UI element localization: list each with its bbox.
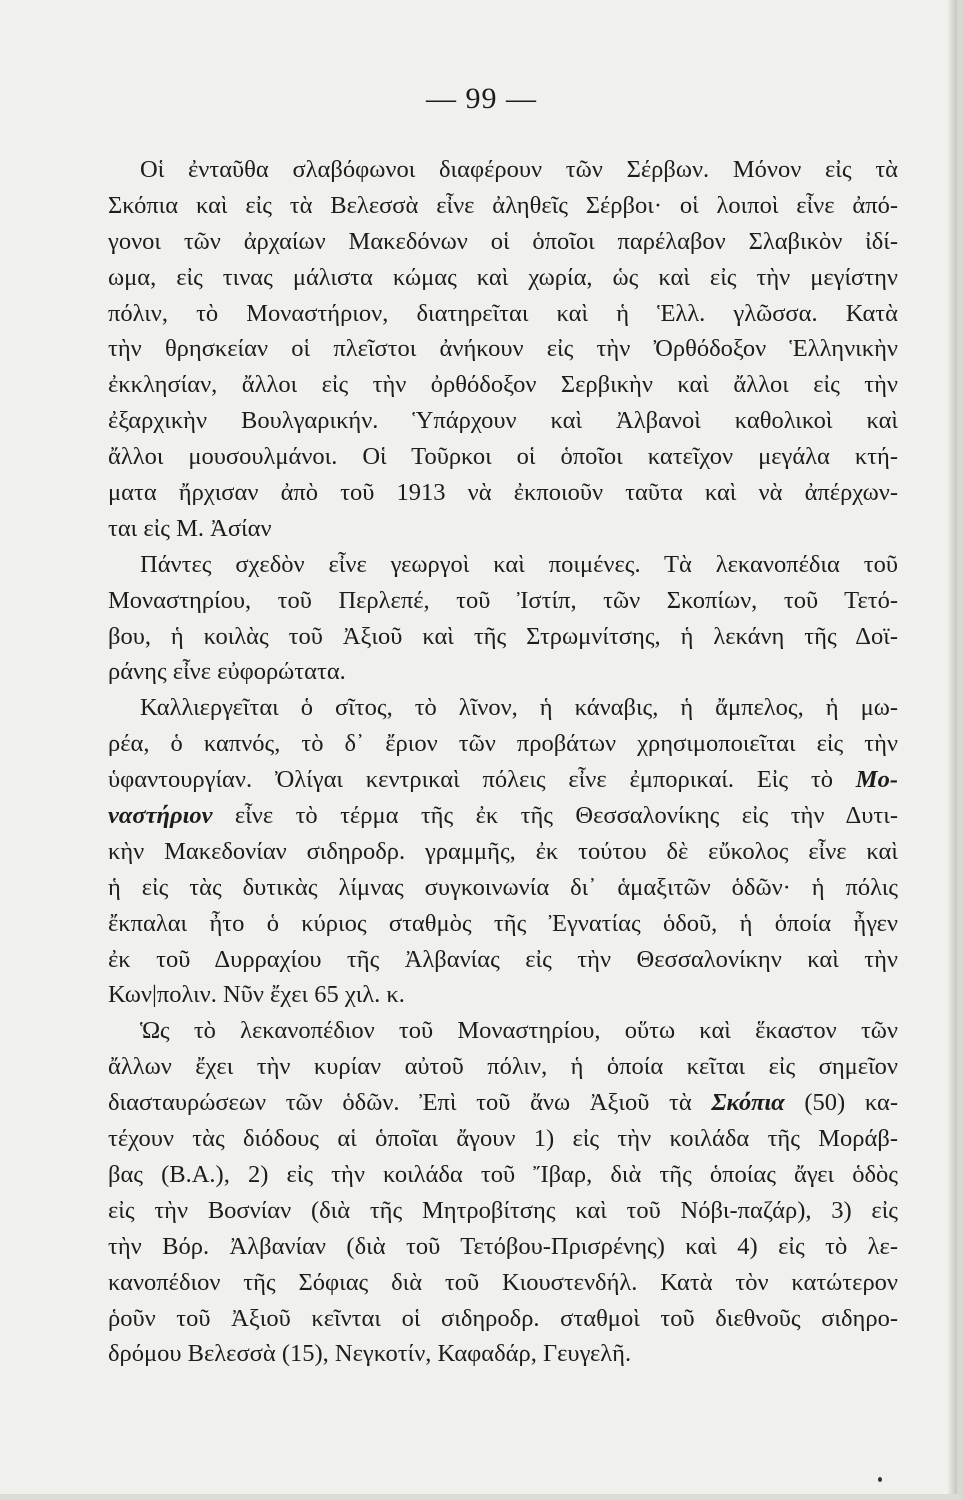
text-line: Μοναστηρίου, τοῦ Περλεπέ, τοῦ Ἰστίπ, τῶν Σκοπίων, τοῦ Τετό- [108,586,898,614]
text-line: ῥοῦν τοῦ Ἀξιοῦ κεῖνται οἱ σιδηροδρ. σταθμοὶ τοῦ διεθνοῦς σιδηρο- [108,1304,898,1332]
text-line: ὑφαντουργίαν. Ὀλίγαι κεντρικαὶ πόλεις εἶνε ἐμπορικαί. Εἰς τὸ Μο- [108,766,898,794]
page-edge-shadow [947,0,957,1500]
text-line: ωμα, εἰς τινας μάλιστα κώμας καὶ χωρία, ὡς καὶ εἰς τὴν μεγίστην [108,263,898,291]
text-line: Οἱ ἐνταῦθα σλαβόφωνοι διαφέρουν τῶν Σέρβων. Μόνον εἰς τὰ [140,156,898,183]
text-line: γονοι τῶν ἀρχαίων Μακεδόνων οἱ ὁποῖοι παρέλαβον Σλαβικὸν ἰδί- [108,227,898,255]
text-line: Σκόπια καὶ εἰς τὰ Βελεσσὰ εἶνε ἀληθεῖς Σέρβοι· οἱ λοιποὶ εἶνε ἀπό- [108,191,898,219]
body-text [108,152,898,1372]
text-line: βου, ἡ κοιλὰς τοῦ Ἀξιοῦ καὶ τῆς Στρωμνίτσης, ἡ λεκάνη τῆς Δοϊ- [108,622,898,650]
text-line: βας (Β.Α.), 2) εἰς τὴν κοιλάδα τοῦ Ἴβαρ, διὰ τῆς ὁποίας ἄγει ὁδὸς [108,1160,898,1188]
text-line: ράνης εἶνε εὐφορώτατα. [108,658,346,686]
emphasized-place-name: ναστήριον [108,802,213,830]
text-line: Κων|πολιν. Νῦν ἔχει 65 χιλ. κ. [108,981,405,1009]
text-line: Καλλιεργεῖται ὁ σῖτος, τὸ λῖνον, ἡ κάναβις, ἡ ἄμπελος, ἡ μω- [140,694,898,722]
text-line: ἄλλοι μουσουλμάνοι. Οἱ Τοῦρκοι οἱ ὁποῖοι κατεῖχον μεγάλα κτή- [108,443,898,471]
text-line: τὴν θρησκείαν οἱ πλεῖστοι ἀνήκουν εἰς τὴν Ὀρθόδοξον Ἑλληνικὴν [108,335,898,363]
text-line: Πάντες σχεδὸν εἶνε γεωργοὶ καὶ ποιμένες. Τὰ λεκανοπέδια τοῦ [140,550,898,578]
text-line: ἐκ τοῦ Δυρραχίου τῆς Ἀλβανίας εἰς τὴν Θεσσαλονίκην καὶ τὴν [108,945,898,973]
text-line: δρόμου Βελεσσὰ (15), Νεγκοτίν, Καφαδάρ, Γευγελῆ. [108,1340,632,1368]
text-line: ρέα, ὁ καπνός, τὸ δ᾽ ἔριον τῶν προβάτων χρησιμοποιεῖται εἰς τὴν [108,730,898,758]
text-line: ἡ εἰς τὰς δυτικὰς λίμνας συγκοινωνία δι᾽ ἁμαξιτῶν ὁδῶν· ἡ πόλις [108,873,898,901]
text-line: εἰς τὴν Βοσνίαν (διὰ τῆς Μητροβίτσης καὶ τοῦ Νόβι-παζάρ), 3) εἰς [108,1196,898,1224]
page-number: — 99 — [426,82,537,115]
text-line: τὴν Βόρ. Ἀλβανίαν (διὰ τοῦ Τετόβου-Πρισρένης) καὶ 4) εἰς τὸ λε- [108,1232,898,1260]
text-line: κὴν Μακεδονίαν σιδηροδρ. γραμμῆς, ἐκ τούτου δὲ εὔκολος εἶνε καὶ [108,837,898,865]
emphasized-place-name: Σκόπια [711,1089,785,1117]
text-line: ἐκκλησίαν, ἄλλοι εἰς τὴν ὀρθόδοξον Σερβικὴν καὶ ἄλλοι εἰς τὴν [108,371,898,399]
text-line: κανοπέδιον τῆς Σόφιας διὰ τοῦ Κιουστενδήλ. Κατὰ τὸν κατώτερον [108,1268,898,1296]
text-line: Ὡς τὸ λεκανοπέδιον τοῦ Μοναστηρίου, οὕτω καὶ ἕκαστον τῶν [140,1017,898,1045]
emphasized-place-name: Μο- [855,766,898,794]
text-line: πόλιν, τὸ Μοναστήριον, διατηρεῖται καὶ ἡ Ἑλλ. γλῶσσα. Κατὰ [108,299,898,327]
ink-speck [878,1477,882,1482]
text-line: ἔκπαλαι ἦτο ὁ κύριος σταθμὸς τῆς Ἐγνατίας ὁδοῦ, ἡ ὁποία ἦγεν [108,909,898,937]
text-line: διασταυρώσεων τῶν ὁδῶν. Ἐπὶ τοῦ ἄνω Ἀξιοῦ τὰ Σκόπια (50) κα- [108,1089,898,1117]
text-line: ματα ἤρχισαν ἀπὸ τοῦ 1913 νὰ ἐκποιοῦν ταῦτα καὶ νὰ ἀπέρχων- [108,479,898,507]
text-line: ἐξαρχικὴν Βουλγαρικήν. Ὑπάρχουν καὶ Ἀλβανοὶ καθολικοὶ καὶ [108,407,898,435]
text-line: ναστήριον εἶνε τὸ τέρμα τῆς ἐκ τῆς Θεσσαλονίκης εἰς τὴν Δυτι- [108,802,898,830]
text-line: ται εἰς Μ. Ἀσίαν [108,514,272,542]
text-line: τέχουν τὰς διόδους αἱ ὁποῖαι ἄγουν 1) εἰς τὴν κοιλάδα τῆς Μοράβ- [108,1125,898,1153]
text-line: ἄλλων ἔχει τὴν κυρίαν αὐτοῦ πόλιν, ἡ ὁποία κεῖται εἰς σημεῖον [108,1053,898,1081]
